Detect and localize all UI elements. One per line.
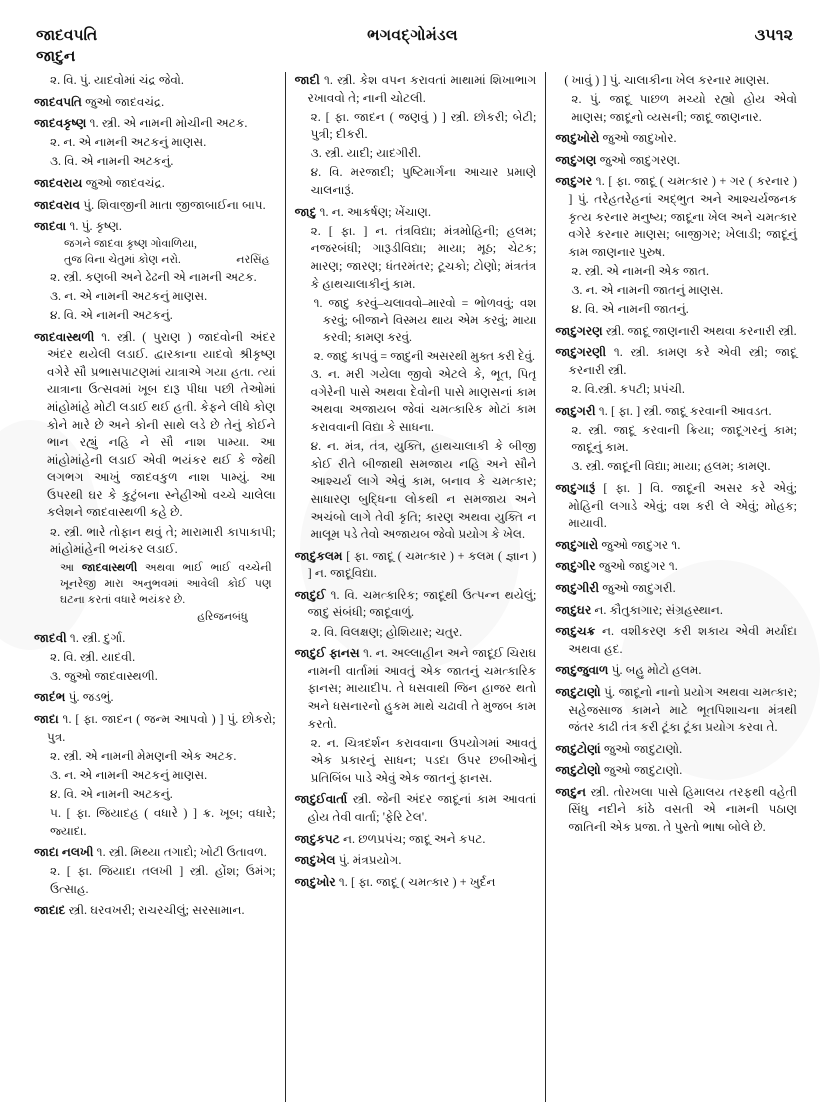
entry-sense: ૨. [ ફા. જિયાદા તલખી ] સ્ત્રી. હોંશ; ઉમંગ; ઉત્સાહ. bbox=[50, 864, 276, 896]
dictionary-entry bbox=[555, 403, 797, 421]
entry-definition: ૧. સ્ત્રી. કેશ વપન કરાવતાં માથામાં શિખાભાગ રખાવવો તે; નાની ચોટલી. bbox=[307, 73, 537, 105]
citation-source: હરિજનબંધુ bbox=[197, 611, 248, 624]
dictionary-entry bbox=[34, 630, 276, 648]
entry-sense: ૪. વિ. એ નામની અટકનું. bbox=[50, 307, 173, 322]
entry-definition: [ ફા. ] વિ. જાદૂની અસર કરે એવું; મોહિની લગાડે એવું; વશ કરી લે એવું; મોહક; માયાવી. bbox=[568, 480, 798, 531]
entry-definition: સ્ત્રી. ઘરવખરી; રાચરચીલું; સરસામાન. bbox=[65, 903, 245, 918]
entry-sense: ૪. ન. મંત્ર, તંત્ર, યુક્તિ, હાથચાલાકી કે બીજી કોઈ રીતે બીજાથી સમજાય નહિ અને સૌને આશ્ચર્ય લાગે એવું કામ, બનાવ કે ચમત્કાર; સાધારણ બુદ્ધિના લોકથી ન સમજાય અને અચંબો લાગે તેવી કૃતિ; કારણ અથવા યુક્તિ ન માલૂમ પડે તેવો અજાયબ જેવો પ્રયોગ કે ખેલ. bbox=[310, 439, 537, 542]
entry-sense: ૨. વિ. સ્ત્રી. યાદવી. bbox=[50, 649, 136, 664]
entry-subsense: ૨. જાદુ કાપવું = જાદુની અસરથી મુક્ત કરી દેવું. bbox=[313, 348, 535, 363]
entry-headword: જાદુઈ ફાનસ bbox=[294, 646, 360, 661]
entry-headword: જાદુ bbox=[294, 204, 317, 219]
dictionary-entry bbox=[555, 558, 797, 576]
entry-definition: જુઓ જાદુગરણ. bbox=[596, 152, 681, 167]
entry-sense: ૨. વિ.સ્ત્રી. કપટી; પ્રપંચી. bbox=[571, 382, 685, 396]
entry-sense: ૩. જુઓ જાદવાસ્થળી. bbox=[50, 668, 158, 683]
dictionary-entry bbox=[295, 852, 537, 870]
quotation-line-text: તુજ વિના ચેતુમાં કોણ નરો. bbox=[64, 254, 181, 266]
dictionary-entry bbox=[34, 329, 276, 523]
entry-headword: જાદુગરણ bbox=[555, 323, 603, 338]
entry-definition: ૧. [ ફા. ] સ્ત્રી. જાદૂ કરવાની આવડત. bbox=[595, 403, 772, 418]
entry-definition: ૧. સ્ત્રી. ( પુરાણ ) જાદવોની અંદર અંદર થયેલી લડાઈ. દ્વારકાના યાદવો શ્રીકૃષ્ણ વગેરે સૌ પ્રભાસપાટણમાં યાત્રાએ ગયા હતા. ત્યાં યાત્રાના ઉત્સવમાં ખૂબ દારૂ પીધા પછી તેઓમાં માંહોમાંહે મોટી લડાઈ થઈ હતી. કેફને લીધે કોણ કોને મારે છે અને કોની સાથે લડે છે તેનું કોઈને ભાન રહ્યું નહિ ને સૌ નાશ પામ્યા. આ માંહોમાંહેની લડાઈ એવી ભયંકર થઈ કે જેથી લગભગ આખું જાદવકુળ નાશ પામ્યું. આ ઉપરથી ઘર કે કુટુંબના સ્નેહીઓ વચ્ચે ચાલેલા કલેશને જાદવાસ્થળી કહે છે. bbox=[47, 329, 276, 520]
entry-sense: ૪. વિ. મરજાદી; પુષ્ટિમાર્ગના આચાર પ્રમાણે ચાલનારૂં. bbox=[310, 165, 537, 198]
dictionary-entry bbox=[34, 711, 276, 746]
entry-definition: જુઓ જાદુગર ૧. bbox=[598, 537, 681, 552]
entry-headword: જાદુગારૂં bbox=[555, 480, 596, 495]
entry-headword: જાદવા bbox=[34, 219, 67, 234]
entry-definition: ૧. ન. અલ્લાહીન અને જાદૂઈ ચિરાઘ નામની વાર્તામાં આવતું એક જાતનું ચમત્કારિક ફાનસ; માયાદીપ. તે ધસવાથી જિન હાજર થતો અને ધસનારનો હુકમ માથે ચઢાવી તે મુજબ કામ કરતો. bbox=[307, 646, 537, 731]
entry-definition: જુઓ જાદુખોર. bbox=[599, 131, 677, 146]
dictionary-entry bbox=[34, 844, 276, 862]
dictionary-entry bbox=[555, 344, 797, 379]
entry-sense: ૨. ન. ચિત્રદર્શન કરાવવાના ઉપયોગમાં આવતું એક પ્રકારનું સાધન; પડદા ઉપર છબીઓનું પ્રતિબિંબ પાડે એવું એક જાતનું ફાનસ. bbox=[310, 735, 537, 785]
dictionary-entry bbox=[555, 623, 797, 658]
entry-definition: પું. શિવાજીની માતા જીજાબાઈના બાપ. bbox=[80, 197, 266, 212]
entry-definition: ૧. સ્ત્રી. એ નામની મોચીની અટક. bbox=[86, 116, 248, 131]
dictionary-entry bbox=[295, 548, 537, 583]
entry-definition: ૧. [ ફા. જાદૂ ( ચમત્કાર ) + ગર ( કરનાર ) ] પું. તરેહતરેહનાં અદ્ભુત અને આશ્ચર્યજનક કૃત્ય કરનાર મનુષ્ય; જાદૂના ખેલ અને ચમત્કાર વગેરે કરનાર માણસ; બાજીગર; ખેલાડી; જાદૂનું કામ જાણનાર પુરુષ. bbox=[568, 174, 798, 259]
entry-headword: જાદુજુવાળ bbox=[555, 663, 609, 678]
entry-sense: ૨. સ્ત્રી. કણબી અને ઢેઢની એ નામની અટક. bbox=[50, 269, 257, 284]
entry-headword: જાદી bbox=[294, 73, 320, 87]
quotation-line: જગને જાદવા કૃષ્ણ ગોવાળિયા, bbox=[64, 238, 197, 251]
dictionary-entry bbox=[555, 537, 797, 555]
dictionary-entry bbox=[34, 175, 276, 193]
column-container bbox=[22, 72, 803, 1102]
dictionary-entry bbox=[555, 152, 797, 170]
entry-sense: ૨. વિ. પું. યાદવોમાં ચંદ્ર જેવો. bbox=[50, 73, 184, 87]
entry-headword: જાદુકપટ bbox=[294, 831, 340, 846]
entry-definition: પું. જાદૂનો નાનો પ્રયોગ અથવા ચમત્કાર; સહેજસાજ કામને માટે ભૂતપિશાચના મંત્રથી જંતર કાઢી તંત્ર કરી ટૂંકા ટૂંકા પ્રયોગ કરવા તે. bbox=[568, 684, 798, 735]
entry-definition: ન. વશીકરણ કરી શકાય એવી મર્યાદા અથવા હદ. bbox=[568, 624, 798, 656]
entry-definition: સ્ત્રી. જાદૂ જાણનારી અથવા કરનારી સ્ત્રી. bbox=[602, 323, 797, 338]
entry-headword: જાદવાસ્થળી bbox=[34, 329, 95, 344]
entry-headword: જાદુટોણાં bbox=[555, 741, 601, 756]
entry-sense: ૩. વિ. એ નામની અટકનું. bbox=[50, 154, 174, 169]
entry-definition: ૧. સ્ત્રી. મિથ્યા તગાદો; ખોટી ઉતાવળ. bbox=[93, 845, 267, 860]
entry-citation: આ જાદવાસ્થળી અથવા ભાઈ ભાઈ વચ્ચેની ખૂનરેજી મારા અનુભવમાં આવેલી કોઈ પણ ઘટના કરતાં વધારે ભયંકર છે. bbox=[60, 562, 272, 607]
entry-sense: ૩. સ્ત્રી. જાદૂની વિદ્યા; માયા; હલમ; કામણ. bbox=[571, 459, 771, 474]
entry-headword: જાદુચક્ર bbox=[555, 624, 596, 639]
entry-headword: જાદુખેલ bbox=[294, 853, 336, 868]
entry-subsense: ૧. જાદુ કરવું–ચલાવવો–મારવો = ભોળવવું; વશ કરવું; બીજાને વિસ્મય થાય એમ કરવું; માયા કરવી; કામણ કરવું. bbox=[313, 295, 537, 344]
dictionary-entry bbox=[555, 323, 797, 341]
entry-definition: ૧. સ્ત્રી. કામણ કરે એવી સ્ત્રી; જાદૂ કરનારી સ્ત્રી. bbox=[568, 345, 798, 377]
dictionary-entry bbox=[295, 831, 537, 849]
text-column-2 bbox=[285, 72, 547, 1102]
dictionary-entry bbox=[555, 762, 797, 780]
entry-headword: જાદંભ bbox=[34, 690, 66, 705]
entry-headword: જાદુગરી bbox=[555, 403, 596, 418]
entry-headword: જાદાદ bbox=[34, 903, 66, 918]
entry-definition: ૧. [ ફા. જાદૂ ( ચમત્કાર ) + ખુર્દન bbox=[335, 874, 496, 889]
entry-quotation bbox=[34, 237, 276, 269]
entry-definition: જુઓ જાદુટાણો. bbox=[600, 741, 683, 756]
entry-definition: ૧. વિ. ચમત્કારિક; જાદૂથી ઉત્પન્ન થયેલું; જાદુ સંબંધી; જાદૂવાળું. bbox=[307, 587, 537, 620]
citation-headword: જાદવાસ્થળી bbox=[81, 562, 138, 575]
entry-headword: જાદુઈવાર્તા bbox=[294, 792, 348, 807]
entry-headword: જાદવપતિ bbox=[34, 94, 82, 109]
entry-headword: જાદુગણ bbox=[555, 152, 597, 167]
entry-headword: જાદુટોણો bbox=[555, 763, 601, 778]
dictionary-entry bbox=[555, 580, 797, 598]
entry-definition: જુઓ જાદુટાણો. bbox=[600, 763, 683, 778]
running-head bbox=[22, 26, 803, 72]
entry-definition: પું. બહુ મોટો હલમ. bbox=[608, 663, 702, 678]
entry-definition: [ ફા. જાદૂ ( ચમત્કાર ) + કલમ ( જ્ઞાન ) ] ન. જાદૂવિદ્યા. bbox=[307, 548, 537, 581]
page-number: ૩૫૧૨ bbox=[754, 27, 793, 44]
dictionary-entry bbox=[295, 874, 537, 892]
dictionary-entry bbox=[34, 689, 276, 707]
entry-sense: ૩. ન. એ નામની અટકનું માણસ. bbox=[50, 288, 208, 303]
entry-definition: ૧. સ્ત્રી. દુર્ગા. bbox=[66, 630, 126, 645]
entry-headword: જાદુખોર bbox=[294, 874, 336, 889]
entry-headword: જાદુકલમ bbox=[294, 548, 343, 563]
dictionary-entry bbox=[555, 130, 797, 148]
running-head-last-entry: જાદુન bbox=[36, 47, 76, 65]
dictionary-entry bbox=[555, 173, 797, 261]
entry-definition: ૧. પું. કૃષ્ણ. bbox=[66, 219, 122, 234]
entry-sense: ૩. ન. એ નામની અટકનું માણસ. bbox=[50, 767, 208, 782]
entry-sense: ૨. ન. એ નામની અટકનું માણસ. bbox=[50, 135, 207, 150]
dictionary-entry bbox=[34, 115, 276, 133]
quotation-source: નરસિંહ bbox=[236, 254, 270, 266]
entry-sense: ૨. પું. જાદૂ પાછળ મચ્યો રહ્યો હોય એવો માણસ; જાદૂનો વ્યસની; જાદૂ જાણનાર. bbox=[571, 92, 798, 124]
entry-sense: ૨. [ ફા. જાદન ( જણવું ) ] સ્ત્રી. છોકરી; બેટી; પુત્રી; દીકરી. bbox=[310, 109, 537, 142]
entry-headword: જાદુગર bbox=[555, 174, 593, 189]
dictionary-entry bbox=[295, 791, 537, 826]
entry-headword: જાદુગરણી bbox=[555, 345, 607, 360]
entry-sense: ૨. સ્ત્રી. એ નામની એક જાત. bbox=[571, 263, 710, 278]
entry-headword: જાદુન bbox=[555, 784, 587, 799]
entry-headword: જાદુગીર bbox=[555, 559, 596, 574]
dictionary-entry bbox=[34, 902, 276, 920]
entry-headword: જાદુઘર bbox=[555, 602, 592, 617]
dictionary-entry bbox=[555, 684, 797, 737]
entry-headword: જાદુગીરી bbox=[555, 580, 600, 595]
entry-headword: જાદા નલખી bbox=[34, 845, 94, 860]
entry-sense: ( ખાવું ) ] પું. ચાલાકીના ખેલ કરનાર માણસ. bbox=[564, 73, 770, 87]
dictionary-entry bbox=[555, 784, 797, 837]
entry-sense: ૨. સ્ત્રી. જાદૂ કરવાની ક્રિયા; જાદૂગરનું કામ; જાદૂનું કામ. bbox=[571, 422, 798, 455]
entry-definition: સ્ત્રી. તોરખલા પાસે હિમાલય તરફથી વહેતી સિંધુ નદીને કાંઠે વસતી એ નામની પઠાણ જાતિની એક પ્રજા. તે પુસ્તો ભાષા બોલે છે. bbox=[568, 784, 798, 835]
entry-sense: ૫. [ ફા. જિયાદહ ( વધારે ) ] ક્ર. ખૂબ; વધારે; જ્યાદા. bbox=[50, 805, 276, 838]
text-column-3 bbox=[546, 72, 803, 1102]
entry-sense: ૩. ન. એ નામની જાતનું માણસ. bbox=[571, 283, 724, 298]
dictionary-entry bbox=[295, 72, 537, 107]
entry-sense: ૪. વિ. એ નામની અટકનું. bbox=[50, 786, 173, 801]
entry-sense: ૪. વિ. એ નામની જાતનું. bbox=[571, 302, 689, 317]
entry-headword: જાદા bbox=[34, 712, 59, 726]
entry-headword: જાદવરાવ bbox=[34, 197, 80, 212]
text-column-1 bbox=[22, 72, 285, 1102]
dictionary-entry bbox=[295, 204, 537, 222]
entry-sense: ૩. સ્ત્રી. યાદી; યાદગીરી. bbox=[310, 146, 421, 161]
dictionary-entry bbox=[555, 741, 797, 759]
entry-definition: જુઓ જાદુગરી. bbox=[599, 580, 676, 595]
entry-definition: જુઓ જાદુગર ૧. bbox=[595, 559, 678, 574]
quotation-line bbox=[34, 253, 276, 269]
entry-headword: જાદવી bbox=[34, 630, 67, 645]
entry-definition: જુઓ જાદવચંદ્ર. bbox=[82, 175, 165, 190]
dictionary-entry bbox=[555, 602, 797, 620]
entry-definition: પું. મંત્રપ્રયોગ. bbox=[335, 853, 402, 868]
dictionary-entry bbox=[295, 645, 537, 733]
entry-headword: જાદુખોરો bbox=[555, 131, 600, 146]
entry-sense: ૨. [ ફા. ] ન. તંત્રવિદ્યા; મંત્રમોહિની; હલમ; નજરબંધી; ગારૂડીવિદ્યા; માયા; મૂઠ; ચેટક; મારણ; જારણ; ધંતરમંતર; ટૂચકો; ટોણો; મંત્રતંત્ર કે હાથચાલાકીનું કામ. bbox=[310, 223, 537, 291]
entry-headword: જાદવરાય bbox=[34, 175, 83, 190]
entry-headword: જાદુગારો bbox=[555, 537, 599, 552]
dictionary-entry bbox=[34, 197, 276, 215]
entry-sense: ૨. વિ. વિલક્ષણ; હોશિયાર; ચતુર. bbox=[310, 624, 463, 639]
dictionary-entry bbox=[555, 662, 797, 680]
entry-definition: ૧. ન. આકર્ષણ; ખેંચાણ. bbox=[316, 204, 432, 219]
entry-sense: ૩. ન. મરી ગયેલા જીવો એટલે કે, ભૂત, પિતૃ વગેરેની પાસે અથવા દેવોની પાસે માણસનાં કામ અથવા અજાયબ જેવાં ચમત્કારિક મોટાં કામ કરાવવાની વિદ્યા કે સાધના. bbox=[310, 367, 537, 435]
entry-definition: ન. છળપ્રપંચ; જાદૂ અને કપટ. bbox=[339, 831, 486, 846]
dictionary-entry bbox=[34, 218, 276, 236]
entry-definition: પું. જડભું. bbox=[65, 690, 114, 705]
entry-sense: ૨. સ્ત્રી. એ નામની મેમણની એક અટક. bbox=[50, 748, 237, 763]
dictionary-entry bbox=[295, 587, 537, 622]
entry-headword: જાદુટાણો bbox=[555, 684, 601, 699]
dictionary-entry bbox=[34, 94, 276, 112]
entry-definition: ૧. [ ફા. જાદન ( જન્મ આપવો ) ] પું. છોકરો; પુત્ર. bbox=[47, 712, 276, 744]
entry-definition: જુઓ જાદવચંદ્ર. bbox=[81, 94, 165, 109]
dictionary-entry bbox=[555, 480, 797, 533]
entry-headword: જાદવકૃષ્ણ bbox=[34, 116, 87, 131]
entry-definition: સ્ત્રી. જેની અંદર જાદૂનાં કામ આવતાં હોય તેવી વાર્તા; 'ફેરિ ટેલ'. bbox=[307, 792, 537, 824]
entry-headword: જાદુઈ bbox=[294, 587, 326, 602]
running-head-first-entry: જાદવપતિ bbox=[36, 27, 98, 44]
entry-definition: ન. કૌતુકાગાર; સંગ્રહસ્થાન. bbox=[591, 602, 723, 617]
book-title: ભગવદ્ગોમંડલ bbox=[367, 27, 458, 44]
entry-sense: ૨. સ્ત્રી. ભારે તોફાન થવું તે; મારામારી કાપાકાપી; માંહોમાંહેની ભયંકર લડાઈ. bbox=[50, 524, 276, 557]
